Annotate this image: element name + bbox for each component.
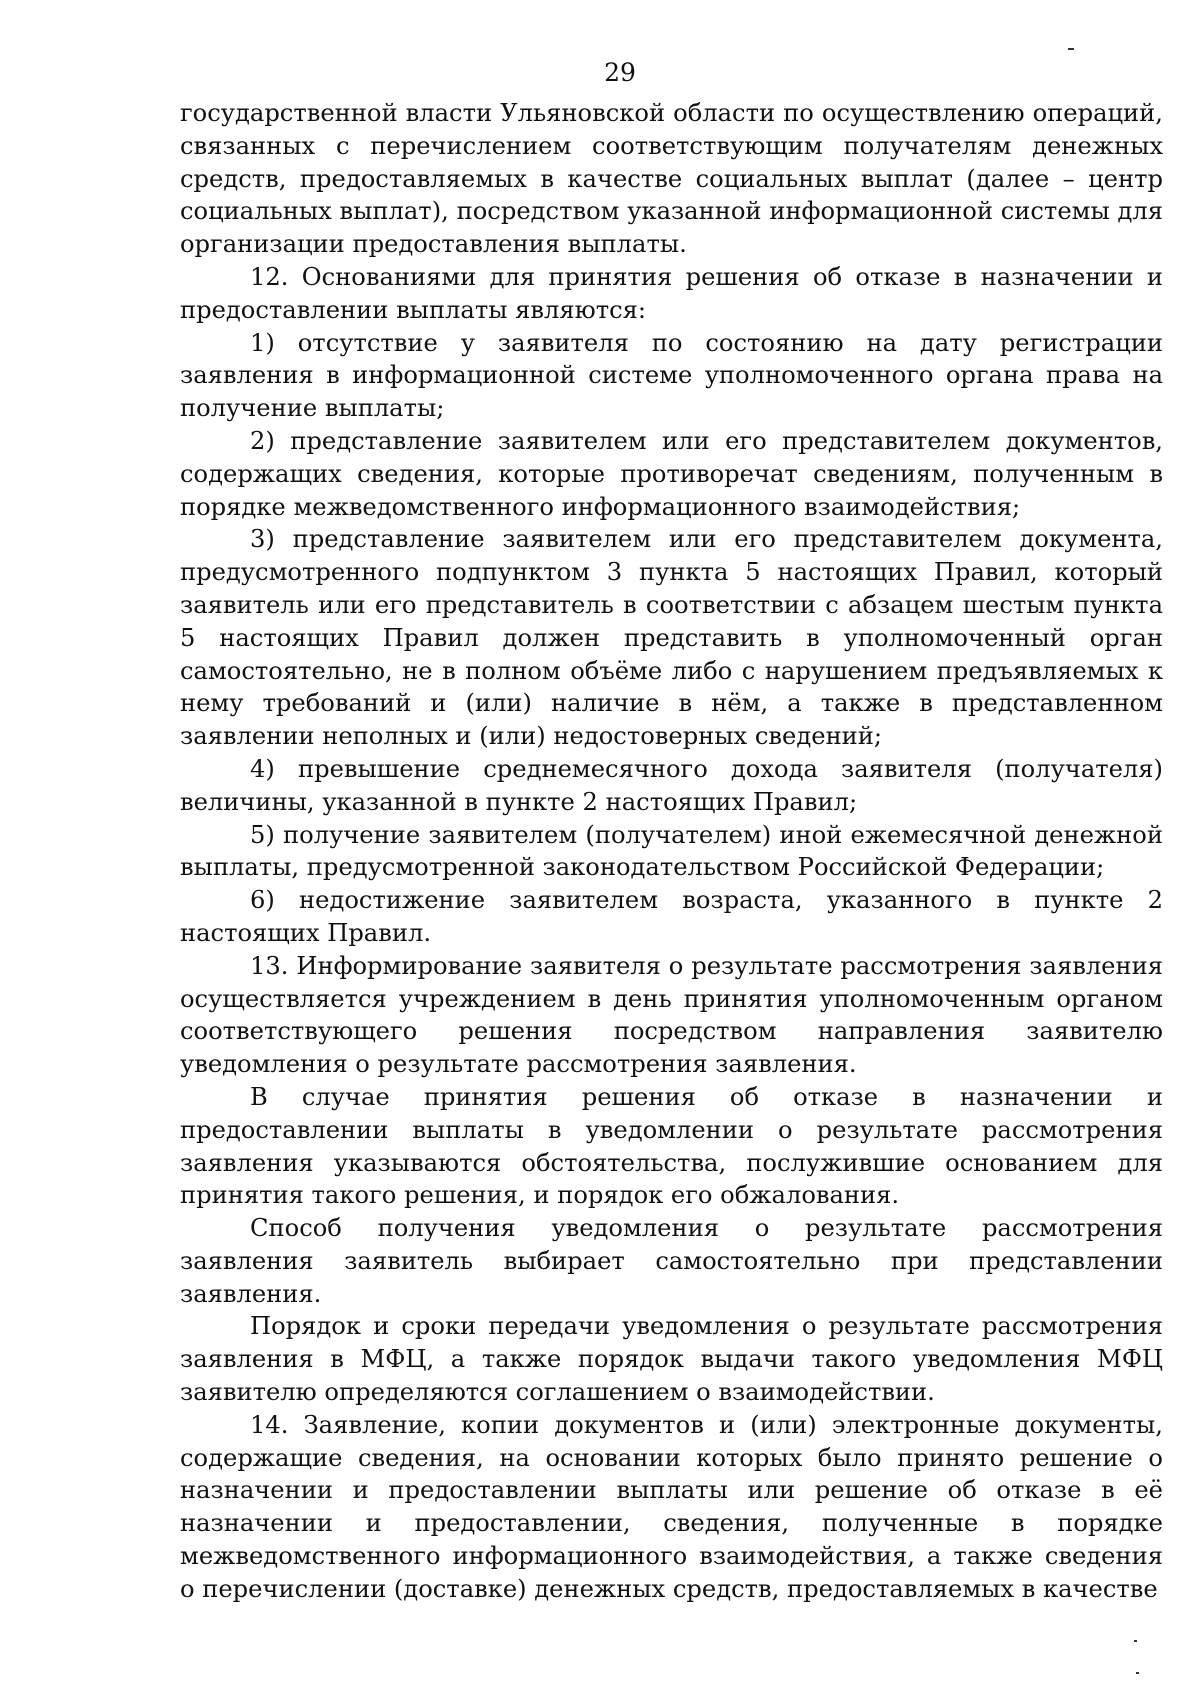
page-number: 29	[604, 58, 636, 87]
list-item-6: 6) недостижение заявителем возраста, указанного в пункте 2 настоящих Правил.	[180, 886, 1163, 947]
paragraph-notice-method: Способ получения уведомления о результате рассмотрения заявления заявитель выбирает самостоятельно при представлении заявления.	[180, 1214, 1163, 1308]
list-item-5: 5) получение заявителем (получателем) иной ежемесячной денежной выплаты, предусмотренной законодательством Российской Федерации;	[180, 820, 1163, 882]
list-item-4: 4) превышение среднемесячного дохода заявителя (получателя) величины, указанной в пункте 2 настоящих Правил;	[180, 754, 1163, 816]
paragraph-clause-12: 12. Основаниями для принятия решения об отказе в назначении и предоставлении выплаты являются:	[180, 262, 1163, 324]
scan-mark	[1068, 48, 1074, 50]
paragraph-refusal-notice: В случае принятия решения об отказе в назначении и предоставлении выплаты в уведомлении о результате рассмотрения заявления указываются обстоятельства, послужившие основанием для принятия такого решения, и порядок его обжалования.	[180, 1082, 1163, 1210]
paragraph-continuation: государственной власти Ульяновской области по осуществлению операций, связанных с перечислением соответствующим получателям денежных средств, предоставляемых в качестве социальных выплат (далее – центр социальных выплат), посредством указанной информационной системы для организации предоставления выплаты.	[180, 99, 1163, 259]
paragraph-clause-14: 14. Заявление, копии документов и (или) электронные документы, содержащие сведения, на основании которых было принято решение о назначении и предоставлении выплаты или решение об отказе в её назначении и предоставлении, сведения, полученные в порядке межведомственного информационного взаимодействия, а также сведения о перечислении (доставке) денежных средств, предоставляемых в качестве	[180, 1410, 1163, 1603]
list-item-2: 2) представление заявителем или его представителем документов, содержащих сведения, которые противоречат сведениям, полученным в порядке межведомственного информационного взаимодействия;	[180, 426, 1163, 521]
document-body	[180, 97, 1163, 1606]
list-item-1: 1) отсутствие у заявителя по состоянию на дату регистрации заявления в информационной системе уполномоченного органа права на получение выплаты;	[180, 328, 1163, 423]
scan-mark	[1134, 1640, 1137, 1642]
paragraph-clause-13: 13. Информирование заявителя о результате рассмотрения заявления осуществляется учреждением в день принятия уполномоченным органом соответствующего решения посредством направления заявителю уведомления о результате рассмотрения заявления.	[180, 951, 1163, 1079]
scan-mark	[1136, 1672, 1139, 1674]
list-item-3: 3) представление заявителем или его представителем документа, предусмотренного подпунктом 3 пункта 5 настоящих Правил, который заявитель или его представитель в соответствии с абзацем шестым пункта 5 настоящих Правил должен представить в уполномоченный орган самостоятельно, не в полном объёме либо с нарушением предъявляемых к нему требований и (или) наличие в нём, а также в представленном заявлении неполных и (или) недостоверных сведений;	[180, 525, 1163, 751]
paragraph-notice-transfer: Порядок и сроки передачи уведомления о результате рассмотрения заявления в МФЦ, а также порядок выдачи такого уведомления МФЦ заявителю определяются соглашением о взаимодействии.	[180, 1312, 1163, 1407]
